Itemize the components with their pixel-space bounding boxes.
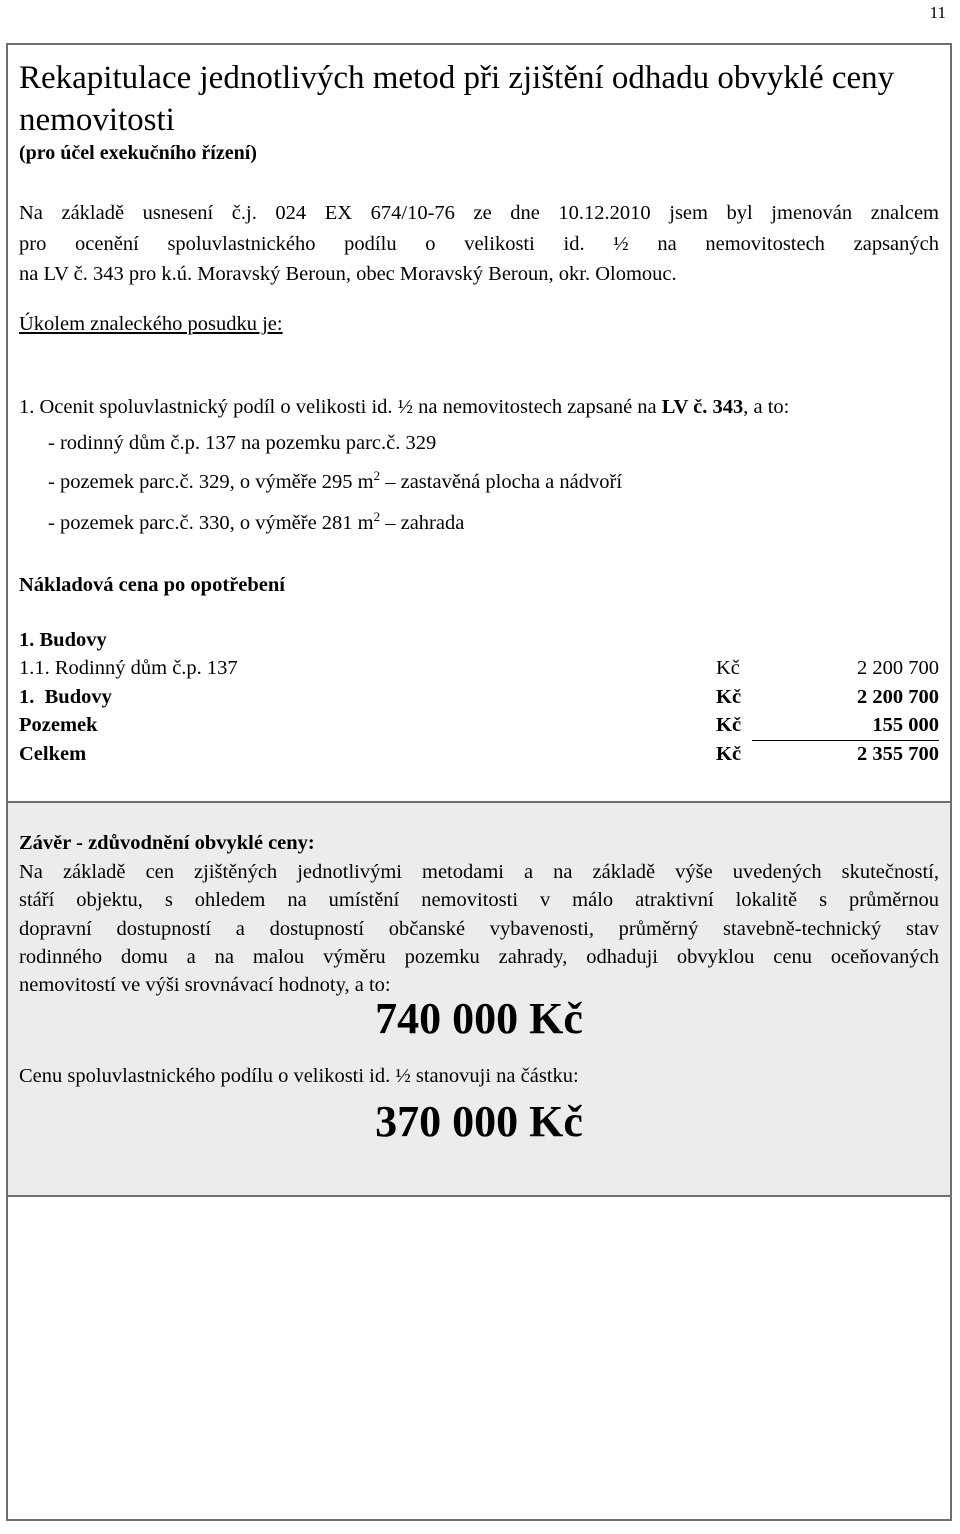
conclusion-line: dopravní dostupností a dostupností občanské vybavenosti, průměrný stavebně-technický stav bbox=[19, 917, 939, 940]
subtotal-rule bbox=[752, 740, 939, 741]
cost-row-currency: Kč bbox=[716, 743, 742, 765]
cost-row-value: 2 355 700 bbox=[857, 743, 939, 765]
cost-row-label: 1. Budovy bbox=[19, 686, 112, 708]
conclusion-line: Na základě cen zjištěných jednotlivými metodami a na základě výše uvedených skutečností, bbox=[19, 861, 939, 883]
estimated-price: 740 000 Kč bbox=[375, 994, 583, 1043]
cost-row-house bbox=[19, 657, 939, 683]
page-number: 11 bbox=[929, 3, 946, 22]
intro-line-3: na LV č. 343 pro k.ú. Moravský Beroun, obec Moravský Beroun, okr. Olomouc. bbox=[19, 263, 677, 285]
intro-line-2: pro ocenění spoluvlastnického podílu o velikosti id. ½ na nemovitostech zapsaných bbox=[19, 232, 939, 255]
task-item-tail: , a to: bbox=[743, 396, 790, 418]
cost-section: 1. Budovy bbox=[19, 629, 107, 651]
cost-row-value: 2 200 700 bbox=[857, 686, 939, 708]
plot-329-use: – zastavěná plocha a nádvoří bbox=[380, 471, 623, 493]
conclusion-line: stáří objektu, s ohledem na umístění nemovitosti v málo atraktivní lokalitě s průměrnou bbox=[19, 889, 939, 912]
plot-329-text: - pozemek parc.č. 329, o výměře 295 m bbox=[48, 471, 374, 493]
cost-row-value: 2 200 700 bbox=[857, 657, 939, 679]
page-title: Rekapitulace jednotlivých metod při zjištění odhadu obvyklé ceny nemovitosti bbox=[19, 60, 895, 138]
task-sub-house: - rodinný dům č.p. 137 na pozemku parc.č. 329 bbox=[48, 432, 437, 454]
cost-row-value: 155 000 bbox=[872, 714, 939, 736]
plot-330-use: – zahrada bbox=[380, 512, 465, 534]
share-text: Cenu spoluvlastnického podílu o velikosti id. ½ stanovuji na částku: bbox=[19, 1065, 579, 1087]
plot-329-sup: 2 bbox=[373, 468, 381, 483]
conclusion-paragraph bbox=[19, 858, 939, 999]
conclusion-line: rodinného domu a na malou výměru pozemku zahrady, odhaduji obvyklou cenu oceňovaných bbox=[19, 945, 939, 968]
cost-row-label: 1.1. Rodinný dům č.p. 137 bbox=[19, 657, 238, 679]
document-frame bbox=[6, 43, 952, 1521]
cost-row-land bbox=[19, 714, 939, 740]
cost-row-total bbox=[19, 743, 939, 769]
cost-row-currency: Kč bbox=[716, 686, 742, 708]
task-item-text: 1. Ocenit spoluvlastnický podíl o velikosti id. ½ na nemovitostech zapsané na bbox=[19, 396, 662, 418]
task-sub-plot-329 bbox=[48, 468, 623, 494]
page-subtitle: (pro účel exekučního řízení) bbox=[19, 142, 257, 164]
intro-paragraph bbox=[19, 198, 939, 290]
task-item-lv: LV č. 343 bbox=[661, 396, 744, 418]
plot-330-text: - pozemek parc.č. 330, o výměře 281 m bbox=[48, 512, 374, 534]
plot-330-sup: 2 bbox=[373, 509, 381, 524]
cost-row-currency: Kč bbox=[716, 657, 740, 679]
share-price: 370 000 Kč bbox=[375, 1097, 583, 1146]
task-sub-plot-330 bbox=[48, 509, 465, 535]
conclusion-heading: Závěr - zdůvodnění obvyklé ceny: bbox=[19, 832, 315, 854]
cost-row-label: Pozemek bbox=[19, 714, 98, 736]
task-heading: Úkolem znaleckého posudku je: bbox=[19, 313, 283, 335]
cost-heading: Nákladová cena po opotřebení bbox=[19, 574, 285, 596]
conclusion-line: nemovitostí ve výši srovnávací hodnoty, a to: bbox=[19, 974, 391, 997]
conclusion-box bbox=[8, 801, 950, 1197]
cost-row-currency: Kč bbox=[716, 714, 742, 736]
cost-row-buildings bbox=[19, 686, 939, 712]
task-item bbox=[19, 396, 789, 419]
cost-row-label: Celkem bbox=[19, 743, 87, 765]
intro-line-1: Na základě usnesení č.j. 024 EX 674/10-76 ze dne 10.12.2010 jsem byl jmenován znalcem bbox=[19, 202, 939, 224]
